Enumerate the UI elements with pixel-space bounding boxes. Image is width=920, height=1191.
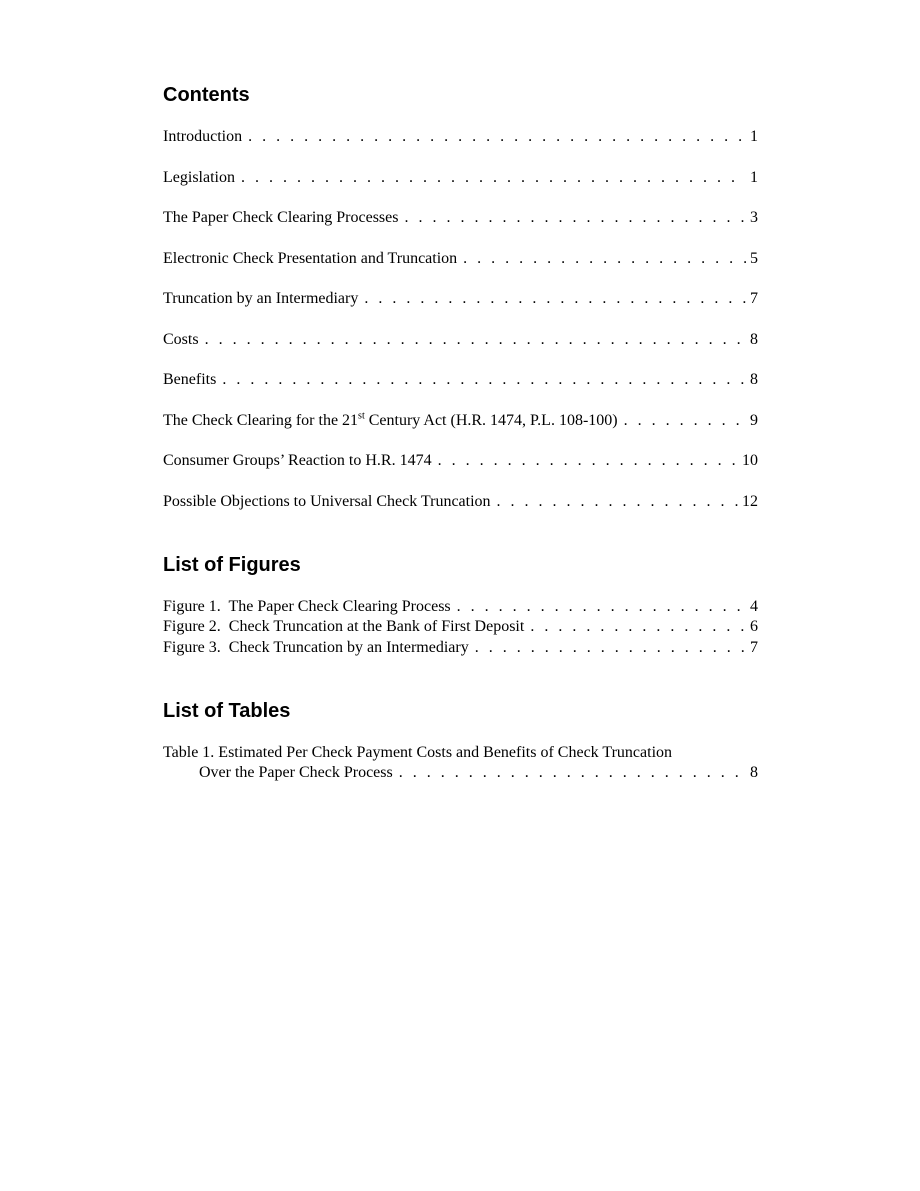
toc-entry-page: 1 (750, 128, 758, 145)
contents-heading: Contents (163, 84, 250, 106)
toc-entry-title-part: The Check Clearing for the 21 (163, 412, 359, 429)
figure-entry-title: Figure 2. Check Truncation at the Bank of First Deposit (163, 618, 525, 635)
toc-entry-possible-objections[interactable] (163, 492, 758, 512)
toc-entry-paper-check-clearing[interactable] (163, 208, 758, 228)
list-of-figures-heading: List of Figures (163, 554, 301, 576)
toc-entry-check-clearing-act[interactable] (163, 411, 758, 431)
toc-entry-costs[interactable] (163, 330, 758, 350)
toc-entry-benefits[interactable] (163, 370, 758, 390)
toc-entry-legislation[interactable] (163, 168, 758, 188)
dot-leader (497, 492, 738, 512)
list-of-tables-heading: List of Tables (163, 700, 291, 722)
figure-entry-page: 4 (750, 598, 758, 615)
toc-entry-page: 10 (742, 452, 758, 469)
toc-entry-page: 7 (750, 290, 758, 307)
toc-entry-electronic-check-presentation[interactable] (163, 249, 758, 269)
toc-entry-page: 9 (750, 412, 758, 429)
figure-entry-3[interactable] (163, 638, 758, 658)
figure-entry-title: Figure 3. Check Truncation by an Intermediary (163, 639, 469, 656)
toc-entry-title: Benefits (163, 371, 217, 388)
dot-leader (404, 208, 746, 228)
toc-entry-page: 8 (750, 331, 758, 348)
table-entry-title-line: Over the Paper Check Process (199, 764, 393, 781)
toc-entry-page: 12 (742, 493, 758, 510)
figure-entry-page: 7 (750, 639, 758, 656)
toc-entry-title: Possible Objections to Universal Check Truncation (163, 493, 491, 510)
toc-entry-title: Legislation (163, 169, 235, 186)
table-entry-page: 8 (750, 764, 758, 781)
dot-leader (624, 411, 746, 431)
figure-entry-title: Figure 1. The Paper Check Clearing Process (163, 598, 451, 615)
table-entry-title-line: Table 1. Estimated Per Check Payment Costs and Benefits of Check Truncation (163, 744, 673, 761)
toc-entry-title: Costs (163, 331, 199, 348)
dot-leader (530, 617, 746, 637)
toc-entry-consumer-groups-reaction[interactable] (163, 451, 758, 471)
dot-leader (475, 638, 746, 658)
toc-entry-title: Consumer Groups’ Reaction to H.R. 1474 (163, 452, 432, 469)
dot-leader (205, 330, 746, 350)
dot-leader (463, 249, 746, 269)
dot-leader (457, 597, 746, 617)
toc-entry-truncation-intermediary[interactable] (163, 289, 758, 309)
toc-entry-title: Electronic Check Presentation and Truncation (163, 250, 458, 267)
toc-entry-page: 5 (750, 250, 758, 267)
toc-entry-page: 8 (750, 371, 758, 388)
dot-leader (248, 127, 746, 147)
figure-entry-2[interactable] (163, 617, 758, 637)
toc-entry-title-part: Century Act (H.R. 1474, P.L. 108-100) (364, 412, 618, 429)
figure-entry-page: 6 (750, 618, 758, 635)
dot-leader (241, 168, 746, 188)
toc-entry-page: 1 (750, 169, 758, 186)
figure-entry-1[interactable] (163, 597, 758, 617)
table-entry-1[interactable] (163, 743, 758, 783)
toc-entry-title: The Paper Check Clearing Processes (163, 209, 399, 226)
ordinal-superscript: st (358, 410, 365, 422)
toc-entry-introduction[interactable] (163, 127, 758, 147)
dot-leader (399, 763, 746, 783)
dot-leader (222, 370, 746, 390)
dot-leader (364, 289, 746, 309)
dot-leader (438, 451, 738, 471)
toc-entry-page: 3 (750, 209, 758, 226)
toc-entry-title (163, 411, 618, 431)
toc-entry-title: Truncation by an Intermediary (163, 290, 359, 307)
toc-entry-title: Introduction (163, 128, 243, 145)
